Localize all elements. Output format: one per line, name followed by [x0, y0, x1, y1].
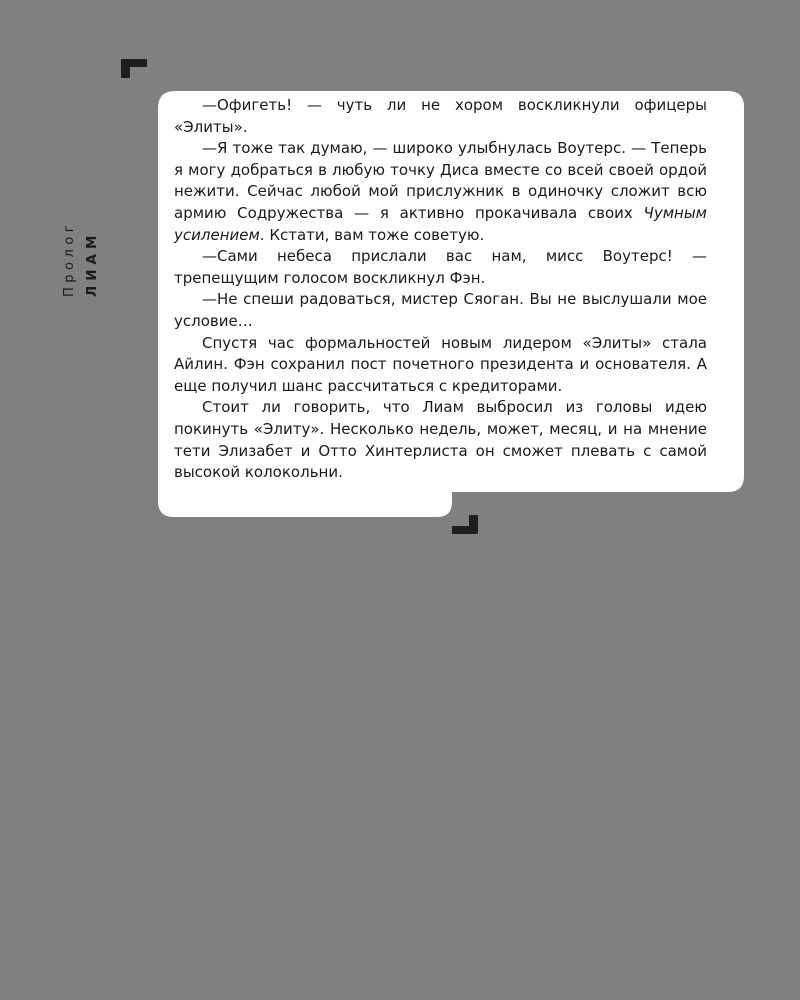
paragraph	[174, 246, 707, 289]
paragraph	[174, 397, 707, 483]
paragraph-text: —Офигеть! — чуть ли не хором воскликнули офицеры «Элиты».	[174, 96, 707, 136]
paragraph-text: Стоит ли говорить, что Лиам выбросил из головы идею покинуть «Элиту». Несколько недель, может, месяц, и на мнение тети Элизабет и Отто Хинтерлиста он сможет плевать с самой высокой колокольни.	[174, 398, 707, 482]
paragraph	[174, 138, 707, 246]
paragraph-text: Спустя час формальностей новым лидером «Элиты» стала Айлин. Фэн сохранил пост почетного президента и основателя. А еще получил шанс рассчитаться с кредиторами.	[174, 333, 707, 395]
paragraph-emphasis: Чумным усилением	[174, 203, 707, 244]
paragraph-text: —Сами небеса прислали вас нам, мисс Воутерс! — трепещущим голосом воскликнул Фэн.	[174, 247, 707, 287]
paragraph-text-end: . Кстати, вам тоже советую.	[259, 225, 485, 244]
body-text	[174, 95, 707, 484]
paragraph	[174, 95, 707, 138]
character-name: ЛИАМ	[84, 230, 100, 297]
paragraph-text: —Я тоже так думаю, — широко улыбнулась Воутерс. — Теперь я могу добраться в любую точку Диса вместе со всей своей ордой нежити. Сейчас любой мой прислужник в одиночку сложит всю армию Содружества — я активно прокачивала своих	[174, 139, 707, 222]
paragraph	[174, 289, 707, 332]
corner-bracket-bottom-right	[451, 513, 480, 536]
paragraph	[174, 333, 707, 398]
chapter-label: Пролог	[62, 220, 77, 297]
paragraph-text: —Не спеши радоваться, мистер Сяоган. Вы не выслушали мое условие…	[174, 290, 707, 330]
